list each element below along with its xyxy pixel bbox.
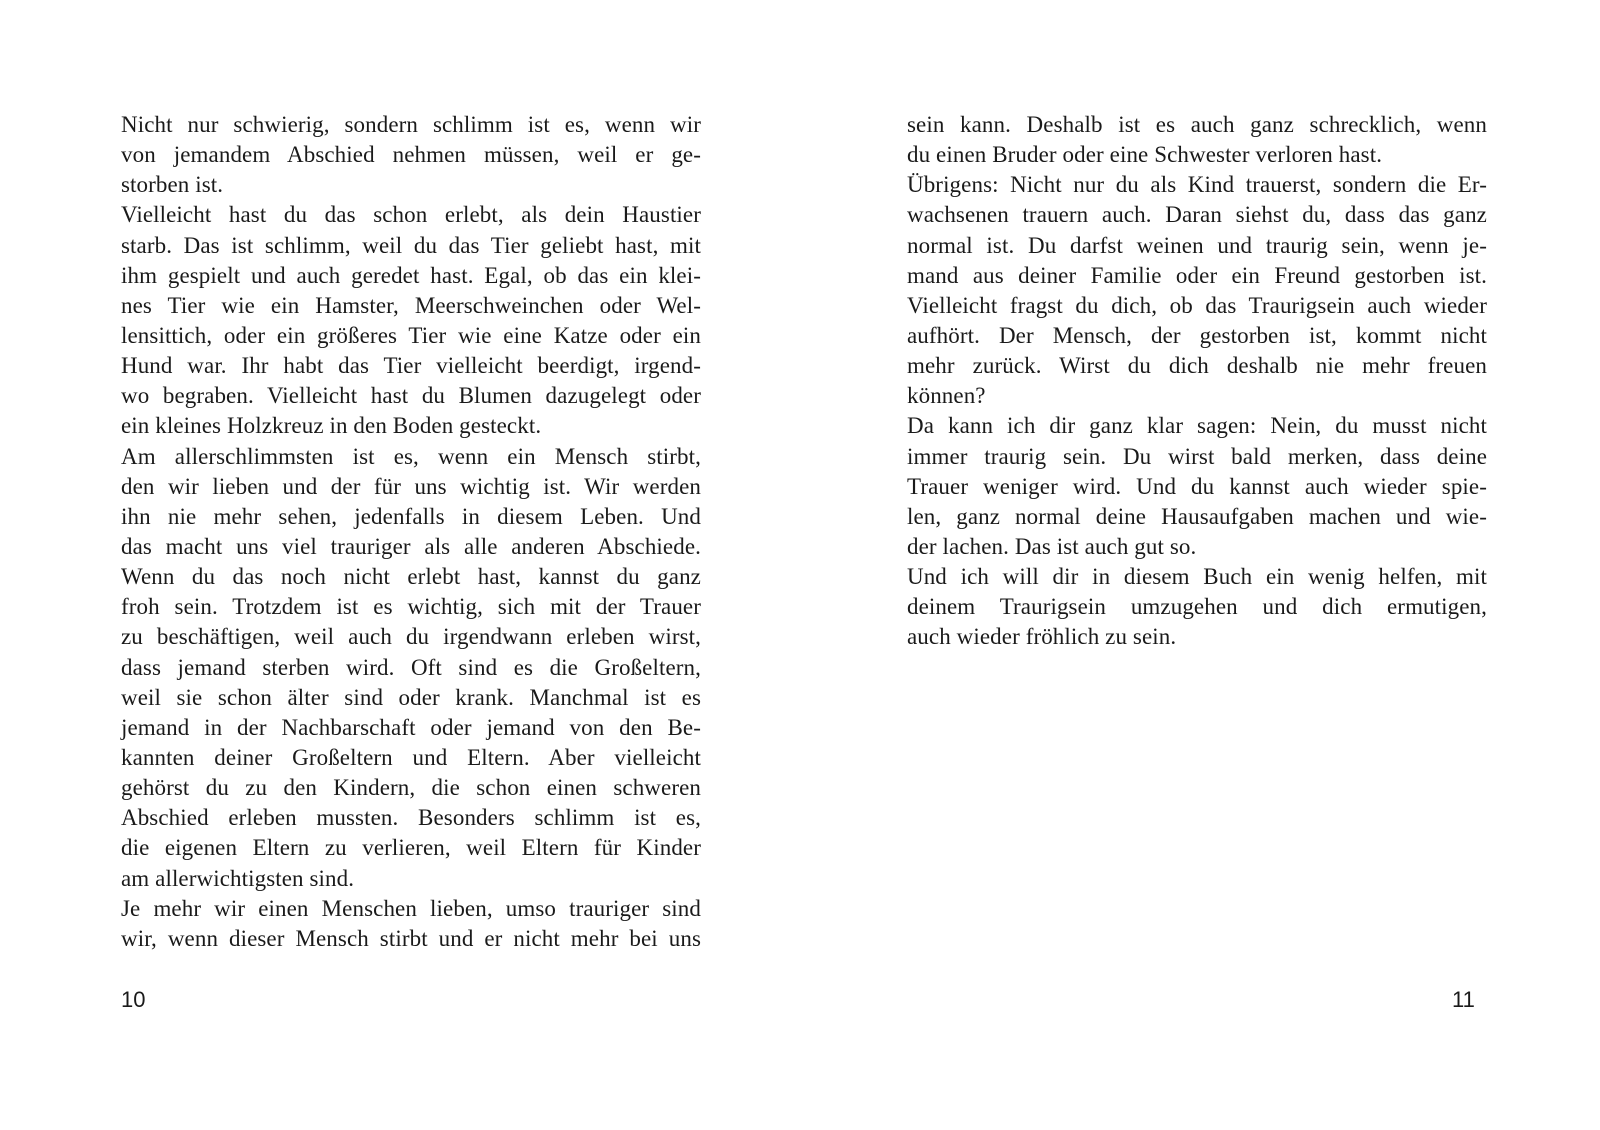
text-line: Übrigens: Nicht nur du als Kind trauerst, sondern die Er-: [907, 172, 1487, 198]
text-line: Am allerschlimmsten ist es, wenn ein Mensch stirbt,: [121, 443, 701, 469]
text-line: du einen Bruder oder eine Schwester verloren hast.: [907, 142, 1383, 168]
text-line: storben ist.: [121, 172, 224, 198]
text-line: der lachen. Das ist auch gut so.: [907, 533, 1197, 559]
text-line: wo begraben. Vielleicht hast du Blumen dazugelegt oder: [121, 383, 701, 409]
text-line: gehörst du zu den Kindern, die schon einen schweren: [121, 775, 701, 801]
text-line: immer traurig sein. Du wirst bald merken, dass deine: [907, 443, 1487, 469]
text-line: starb. Das ist schlimm, weil du das Tier geliebt hast, mit: [121, 232, 701, 258]
text-line: jemand in der Nachbarschaft oder jemand von den Be-: [121, 714, 701, 740]
text-line: Je mehr wir einen Menschen lieben, umso trauriger sind: [121, 895, 701, 921]
text-line: weil sie schon älter sind oder krank. Manchmal ist es: [121, 684, 701, 710]
left-page-number: 10: [121, 987, 146, 1012]
text-line: Vielleicht fragst du dich, ob das Traurigsein auch wieder: [907, 292, 1487, 318]
left-page-text: [121, 110, 701, 954]
text-line: auch wieder fröhlich zu sein.: [907, 624, 1177, 650]
text-line: dass jemand sterben wird. Oft sind es die Großeltern,: [121, 654, 701, 680]
right-page-number: 11: [1452, 987, 1475, 1012]
text-line: mehr zurück. Wirst du dich deshalb nie mehr freuen: [907, 353, 1487, 379]
text-line: aufhört. Der Mensch, der gestorben ist, kommt nicht: [907, 322, 1487, 348]
text-line: können?: [907, 383, 986, 409]
text-line: mand aus deiner Familie oder ein Freund gestorben ist.: [907, 262, 1487, 288]
text-line: froh sein. Trotzdem ist es wichtig, sich mit der Trauer: [121, 594, 701, 620]
text-line: lensittich, oder ein größeres Tier wie eine Katze oder ein: [121, 322, 701, 348]
text-line: wir, wenn dieser Mensch stirbt und er nicht mehr bei uns: [121, 925, 701, 951]
text-line: Trauer weniger wird. Und du kannst auch wieder spie-: [907, 473, 1487, 499]
text-line: Und ich will dir in diesem Buch ein wenig helfen, mit: [907, 564, 1487, 590]
text-line: wachsenen trauern auch. Daran siehst du, dass das ganz: [907, 202, 1487, 228]
text-line: das macht uns viel trauriger als alle anderen Abschiede.: [121, 533, 701, 559]
text-line: Wenn du das noch nicht erlebt hast, kannst du ganz: [121, 564, 701, 590]
text-line: den wir lieben und der für uns wichtig ist. Wir werden: [121, 473, 701, 499]
text-line: ihm gespielt und auch geredet hast. Egal, ob das ein klei-: [121, 262, 701, 288]
text-line: Hund war. Ihr habt das Tier vielleicht beerdigt, irgend-: [121, 353, 701, 379]
text-line: zu beschäftigen, weil auch du irgendwann erleben wirst,: [121, 624, 701, 650]
text-line: normal ist. Du darfst weinen und traurig sein, wenn je-: [907, 232, 1487, 258]
text-line: von jemandem Abschied nehmen müssen, weil er ge-: [121, 142, 701, 168]
text-line: kannten deiner Großeltern und Eltern. Aber vielleicht: [121, 744, 701, 770]
text-line: ein kleines Holzkreuz in den Boden gesteckt.: [121, 413, 542, 439]
text-line: Nicht nur schwierig, sondern schlimm ist es, wenn wir: [121, 112, 701, 137]
text-line: ihn nie mehr sehen, jedenfalls in diesem Leben. Und: [121, 503, 701, 529]
text-line: len, ganz normal deine Hausaufgaben machen und wie-: [907, 503, 1487, 529]
text-line: deinem Traurigsein umzugehen und dich ermutigen,: [907, 594, 1487, 620]
text-line: nes Tier wie ein Hamster, Meerschweinchen oder Wel-: [121, 292, 701, 318]
text-line: am allerwichtigsten sind.: [121, 865, 355, 891]
right-page-text: [907, 110, 1487, 653]
text-line: die eigenen Eltern zu verlieren, weil Eltern für Kinder: [121, 835, 701, 861]
text-line: sein kann. Deshalb ist es auch ganz schrecklich, wenn: [907, 112, 1487, 137]
text-line: Vielleicht hast du das schon erlebt, als dein Haustier: [121, 202, 701, 228]
text-line: Da kann ich dir ganz klar sagen: Nein, du musst nicht: [907, 413, 1487, 439]
text-line: Abschied erleben mussten. Besonders schlimm ist es,: [121, 805, 701, 831]
